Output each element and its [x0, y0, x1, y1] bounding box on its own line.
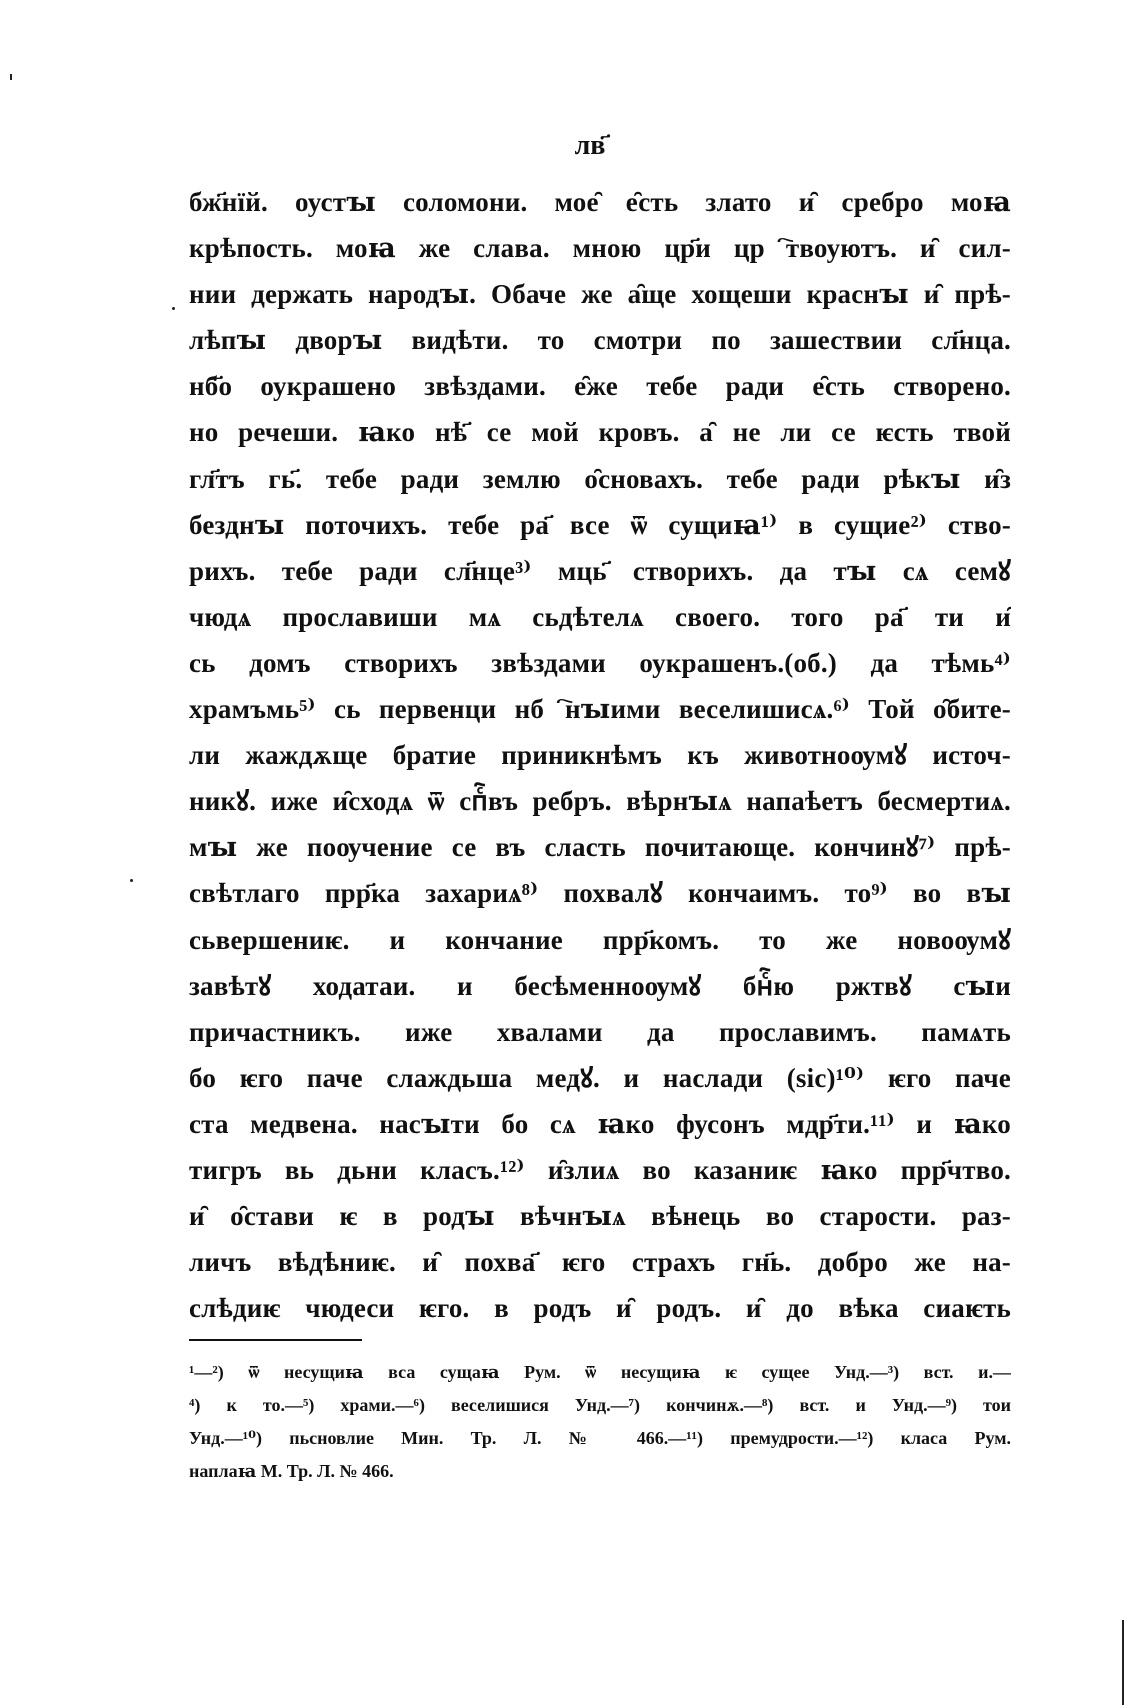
- text-line: сь домъ створихъ звѣздами оукрашенъ.(об.) да тѣмь⁴⁾: [189, 647, 1011, 678]
- text-line: свѣтлаго прр҃ка захариѧ⁸⁾ похвалꙋ кончаимъ. то⁹⁾ во вꙑ: [189, 878, 1011, 909]
- page-number: лв҃: [574, 130, 606, 161]
- text-line: нии держать народꙑ. Обаче же а̑ще хощеши краснꙑ и̑ прѣ-: [189, 279, 1011, 310]
- scan-dot: [172, 307, 175, 310]
- text-line: никꙋ. иже и̑сходѧ ѿ спⷭ҇въ ребръ. вѣрнꙑѧ напаѣетъ бесмертиѧ.: [189, 786, 1011, 817]
- text-line: личъ вѣдѣниѥ. и̑ похва҃ ѥго страхъ гн҃ь. добро же на-: [189, 1247, 1011, 1278]
- text-line: тигръ вь дьни класъ.¹²⁾ и̑злиѧ во казаниѥ ꙗко прр҃чтво.: [189, 1154, 1011, 1185]
- text-line: ли жаждѫще братие приникнѣмъ къ животноѹмꙋ источ-: [189, 740, 1011, 771]
- text-line: бж҃нїй. оустꙑ соломони. мое̑ е̑сть злато и̑ сребро моꙗ: [189, 187, 1011, 217]
- text-line: мꙑ же поѹчение се въ сласть почитающе. кончинꙋ⁷⁾ прѣ-: [189, 832, 1011, 863]
- footnote-line: Унд.—¹⁰) пьсновлие Мин. Тр. Л. № 466.—¹¹) премудрости.—¹²) класа Рум.: [189, 1428, 1011, 1448]
- text-line: и̑ о̑стави ѥ в родꙑ вѣчнꙑѧ вѣнець во старости. раз-: [189, 1201, 1011, 1232]
- text-line: безднꙑ поточихъ. тебе ра҃ все ѿ сущиꙗ¹⁾ в сущие²⁾ ство-: [189, 509, 1011, 540]
- text-line: сьвершениѥ. и кончание прр҃комъ. то же новоѹмꙋ: [189, 924, 1011, 955]
- scan-dot: [130, 879, 133, 882]
- text-line: храмъмь⁵⁾ сь первенци нбⷭ҇нꙑими веселишисѧ.⁶⁾ Той о̑бите-: [189, 694, 1011, 725]
- text-line: бо ѥго паче слаждьша медꙋ. и наслади (sic)¹⁰⁾ ѥго паче: [189, 1062, 1011, 1093]
- text-line: но речеши. ꙗко нѣ҃ се мой кровъ. а̑ не ли се ѥсть твой: [189, 417, 1011, 448]
- text-line: завѣтꙋ ходатаи. и бесѣменноѹмꙋ бнⷭ҇ю ржтвꙋ сꙑи: [189, 970, 1011, 1001]
- footnotes: [189, 1356, 1011, 1488]
- text-line: ста медвена. насꙑти бо сѧ ꙗко фусонъ мдр҃ти.¹¹⁾ и ꙗко: [189, 1108, 1011, 1139]
- scan-mark: [10, 74, 12, 80]
- footnote-line: ⁴) к то.—⁵) храми.—⁶) веселишися Унд.—⁷) кончинѫ.—⁸) вст. и Унд.—⁹) тои: [189, 1395, 1011, 1415]
- footnote-line: ¹—²) ѿ несущиꙗ вса сущаꙗ Рум. ѿ несущиꙗ ѥ сущее Унд.—³) вст. и.—: [189, 1362, 1011, 1382]
- text-line: крѣпость. моꙗ же слава. мною цр҃и црⷭ҇твоуютъ. и̑ сил-: [189, 233, 1011, 264]
- main-text: [189, 179, 1011, 1331]
- text-line: рихъ. тебе ради сл҃нце³⁾ мць҃ створихъ. да тꙑ сѧ семꙋ: [189, 555, 1011, 586]
- text-line: лѣпꙑ дворꙑ видѣти. то смотри по зашествии сл҃нца.: [189, 325, 1011, 356]
- text-line: причастникъ. иже хвалами да прославимъ. памѧть: [189, 1016, 1011, 1047]
- text-line: гл҃тъ гь҃. тебе ради землю о̑сновахъ. тебе ради рѣкꙑ и̑з: [189, 463, 1011, 494]
- text-line: слѣдиѥ чюдеси ѥго. в родъ и̑ родъ. и̑ до вѣка сиаѥть: [189, 1293, 1011, 1324]
- footnote-divider: [189, 1339, 362, 1341]
- text-line: чюдѧ прославиши мѧ сьдѣтелѧ своего. того ра҃ ти и̑: [189, 601, 1011, 632]
- scan-edge-line: [1122, 1620, 1124, 1705]
- text-line: нб҃о оукрашено звѣздами. е̑же тебе ради е̑сть створено.: [189, 371, 1011, 402]
- footnote-line: наплаꙗ М. Тр. Л. № 466.: [189, 1461, 394, 1481]
